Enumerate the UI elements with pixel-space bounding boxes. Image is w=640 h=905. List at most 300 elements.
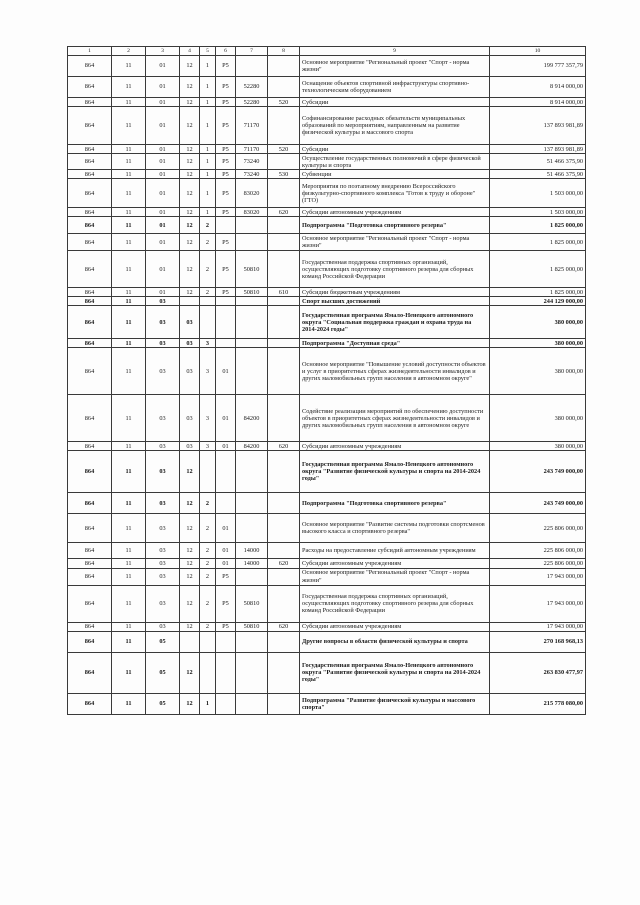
program-code-cell: 12 [180, 170, 200, 179]
description-cell: Государственная программа Ямало-Ненецкого автономного округа "Развитие физической культуры и спорта на 2014-2024 годы" [300, 451, 490, 493]
table-row [68, 154, 586, 170]
column-number: 10 [490, 47, 586, 56]
subprogram-code-cell [200, 631, 216, 652]
column-number: 1 [68, 47, 112, 56]
table-row [68, 107, 586, 145]
subsection-code-cell: 01 [146, 251, 180, 288]
program-code-cell: 12 [180, 451, 200, 493]
event-code-cell: 01 [216, 543, 236, 559]
subsection-code-cell: 03 [146, 585, 180, 622]
section-code-cell: 11 [112, 234, 146, 251]
amount-cell: 225 806 000,00 [490, 559, 586, 568]
amount-cell: 380 000,00 [490, 442, 586, 451]
subsection-code-cell: 01 [146, 145, 180, 154]
description-cell: Субсидии автономным учреждениям [300, 208, 490, 217]
event-code-cell [216, 297, 236, 306]
description-cell: Мероприятия по поэтапному внедрению Всероссийского физкультурно-спортивного комплекса "Готов к труду и обороне" (ГТО) [300, 179, 490, 208]
section-code-cell: 11 [112, 348, 146, 395]
section-code-cell: 11 [112, 306, 146, 339]
section-code-cell: 11 [112, 56, 146, 77]
section-code-cell: 11 [112, 568, 146, 585]
program-code-cell: 12 [180, 543, 200, 559]
subsection-code-cell: 01 [146, 170, 180, 179]
section-code-cell: 11 [112, 631, 146, 652]
expense-type-code-cell [268, 56, 300, 77]
section-code-cell: 11 [112, 493, 146, 514]
subsection-code-cell: 03 [146, 306, 180, 339]
event-code-cell [216, 339, 236, 348]
direction-code-cell [236, 56, 268, 77]
amount-cell: 380 000,00 [490, 348, 586, 395]
amount-cell: 51 466 375,90 [490, 154, 586, 170]
gr-code-cell: 864 [68, 493, 112, 514]
program-code-cell: 12 [180, 217, 200, 234]
amount-cell: 243 749 000,00 [490, 493, 586, 514]
program-code-cell: 03 [180, 395, 200, 442]
table-row [68, 559, 586, 568]
subsection-code-cell: 01 [146, 98, 180, 107]
amount-cell: 243 749 000,00 [490, 451, 586, 493]
expense-type-code-cell [268, 234, 300, 251]
program-code-cell: 12 [180, 107, 200, 145]
section-code-cell: 11 [112, 251, 146, 288]
section-code-cell: 11 [112, 693, 146, 714]
amount-cell: 8 914 000,00 [490, 77, 586, 98]
description-cell: Содействие реализации мероприятий по обеспечению доступности объектов в приоритетных сферах жизнедеятельности инвалидов и других маломобильных групп населения в автономном округе [300, 395, 490, 442]
description-cell: Государственная поддержка спортивных организаций, осуществляющих подготовку спортивного резерва для сборных команд Российской Федерации [300, 251, 490, 288]
gr-code-cell: 864 [68, 543, 112, 559]
subsection-code-cell: 01 [146, 288, 180, 297]
description-cell: Подпрограмма "Подготовка спортивного резерва" [300, 217, 490, 234]
section-code-cell: 11 [112, 145, 146, 154]
expense-type-code-cell [268, 631, 300, 652]
subsection-code-cell: 01 [146, 208, 180, 217]
gr-code-cell: 864 [68, 306, 112, 339]
expense-type-code-cell [268, 339, 300, 348]
program-code-cell: 03 [180, 348, 200, 395]
program-code-cell: 12 [180, 585, 200, 622]
section-code-cell: 11 [112, 514, 146, 543]
gr-code-cell: 864 [68, 585, 112, 622]
subsection-code-cell: 03 [146, 559, 180, 568]
subsection-code-cell: 03 [146, 493, 180, 514]
program-code-cell: 12 [180, 208, 200, 217]
subprogram-code-cell [200, 306, 216, 339]
direction-code-cell: 52280 [236, 77, 268, 98]
section-code-cell: 11 [112, 217, 146, 234]
section-code-cell: 11 [112, 559, 146, 568]
expense-type-code-cell [268, 395, 300, 442]
program-code-cell: 12 [180, 693, 200, 714]
subsection-code-cell: 03 [146, 348, 180, 395]
direction-code-cell [236, 493, 268, 514]
direction-code-cell [236, 348, 268, 395]
table-row [68, 208, 586, 217]
event-code-cell: P5 [216, 585, 236, 622]
direction-code-cell: 83020 [236, 208, 268, 217]
direction-code-cell: 14000 [236, 559, 268, 568]
description-cell: Подпрограмма "Подготовка спортивного резерва" [300, 493, 490, 514]
expense-type-code-cell: 610 [268, 288, 300, 297]
subsection-code-cell: 01 [146, 154, 180, 170]
direction-code-cell: 83020 [236, 179, 268, 208]
expense-type-code-cell [268, 306, 300, 339]
description-cell: Государственная программа Ямало-Ненецкого автономного округа "Социальная поддержка граждан и охрана труда на 2014-2024 годы" [300, 306, 490, 339]
amount-cell: 215 778 080,00 [490, 693, 586, 714]
description-cell: Другие вопросы в области физической культуры и спорта [300, 631, 490, 652]
description-cell: Субсидии автономным учреждениям [300, 559, 490, 568]
expense-type-code-cell: 620 [268, 208, 300, 217]
program-code-cell: 12 [180, 652, 200, 693]
column-number-row [68, 47, 586, 56]
amount-cell: 225 806 000,00 [490, 543, 586, 559]
amount-cell: 137 893 981,89 [490, 145, 586, 154]
subprogram-code-cell: 2 [200, 585, 216, 622]
table-row [68, 56, 586, 77]
table-row [68, 339, 586, 348]
subsection-code-cell: 01 [146, 179, 180, 208]
subsection-code-cell: 03 [146, 514, 180, 543]
column-number: 9 [300, 47, 490, 56]
subsection-code-cell: 05 [146, 631, 180, 652]
program-code-cell: 12 [180, 77, 200, 98]
amount-cell: 199 777 357,79 [490, 56, 586, 77]
direction-code-cell [236, 631, 268, 652]
table-row [68, 217, 586, 234]
column-number: 6 [216, 47, 236, 56]
expense-type-code-cell [268, 77, 300, 98]
event-code-cell: P5 [216, 622, 236, 631]
table-row [68, 442, 586, 451]
description-cell: Субсидии автономным учреждениям [300, 442, 490, 451]
event-code-cell [216, 306, 236, 339]
table-row [68, 693, 586, 714]
description-cell: Подпрограмма "Доступная среда" [300, 339, 490, 348]
section-code-cell: 11 [112, 543, 146, 559]
amount-cell: 1 503 000,00 [490, 179, 586, 208]
direction-code-cell: 50810 [236, 251, 268, 288]
event-code-cell: 01 [216, 442, 236, 451]
section-code-cell: 11 [112, 154, 146, 170]
column-number: 7 [236, 47, 268, 56]
event-code-cell: P5 [216, 288, 236, 297]
expense-type-code-cell [268, 568, 300, 585]
gr-code-cell: 864 [68, 348, 112, 395]
table-row [68, 622, 586, 631]
subprogram-code-cell: 2 [200, 251, 216, 288]
section-code-cell: 11 [112, 170, 146, 179]
section-code-cell: 11 [112, 585, 146, 622]
gr-code-cell: 864 [68, 208, 112, 217]
table-header [68, 47, 586, 56]
gr-code-cell: 864 [68, 217, 112, 234]
table-row [68, 631, 586, 652]
expense-type-code-cell: 620 [268, 622, 300, 631]
direction-code-cell [236, 693, 268, 714]
amount-cell: 137 893 981,89 [490, 107, 586, 145]
amount-cell: 244 129 000,00 [490, 297, 586, 306]
event-code-cell: P5 [216, 234, 236, 251]
table-body [68, 56, 586, 715]
event-code-cell [216, 693, 236, 714]
gr-code-cell: 864 [68, 251, 112, 288]
subprogram-code-cell: 3 [200, 442, 216, 451]
table-row [68, 145, 586, 154]
event-code-cell [216, 493, 236, 514]
program-code-cell: 12 [180, 568, 200, 585]
subprogram-code-cell [200, 451, 216, 493]
description-cell: Основное мероприятие "Региональный проект "Спорт - норма жизни" [300, 234, 490, 251]
column-number: 3 [146, 47, 180, 56]
program-code-cell: 03 [180, 306, 200, 339]
program-code-cell: 12 [180, 251, 200, 288]
table-row [68, 568, 586, 585]
gr-code-cell: 864 [68, 339, 112, 348]
section-code-cell: 11 [112, 652, 146, 693]
direction-code-cell [236, 451, 268, 493]
subsection-code-cell: 01 [146, 234, 180, 251]
subprogram-code-cell: 2 [200, 288, 216, 297]
table-row [68, 77, 586, 98]
direction-code-cell [236, 652, 268, 693]
subsection-code-cell: 01 [146, 217, 180, 234]
table-row [68, 234, 586, 251]
amount-cell: 51 466 375,90 [490, 170, 586, 179]
expense-type-code-cell [268, 107, 300, 145]
description-cell: Субсидии бюджетным учреждениям [300, 288, 490, 297]
subsection-code-cell: 01 [146, 56, 180, 77]
event-code-cell: 01 [216, 514, 236, 543]
subprogram-code-cell: 1 [200, 170, 216, 179]
description-cell: Субсидии автономным учреждениям [300, 622, 490, 631]
expense-type-code-cell [268, 693, 300, 714]
table-row [68, 395, 586, 442]
description-cell: Оснащение объектов спортивной инфраструктуры спортивно-технологическим оборудованием [300, 77, 490, 98]
subsection-code-cell: 03 [146, 451, 180, 493]
amount-cell: 270 168 968,13 [490, 631, 586, 652]
description-cell: Софинансирование расходных обязательств муниципальных образований по мероприятиям, направленным на развитие физической культуры и массового спорта [300, 107, 490, 145]
table-row [68, 514, 586, 543]
direction-code-cell: 84200 [236, 442, 268, 451]
subprogram-code-cell: 2 [200, 559, 216, 568]
subprogram-code-cell: 1 [200, 107, 216, 145]
subprogram-code-cell: 2 [200, 514, 216, 543]
amount-cell: 263 830 477,97 [490, 652, 586, 693]
column-number: 5 [200, 47, 216, 56]
gr-code-cell: 864 [68, 631, 112, 652]
subprogram-code-cell: 1 [200, 154, 216, 170]
program-code-cell: 12 [180, 145, 200, 154]
expense-type-code-cell: 520 [268, 98, 300, 107]
event-code-cell: P5 [216, 251, 236, 288]
direction-code-cell [236, 568, 268, 585]
program-code-cell: 12 [180, 234, 200, 251]
description-cell: Подпрограмма "Развитие физической культуры и массового спорта" [300, 693, 490, 714]
subprogram-code-cell: 2 [200, 234, 216, 251]
amount-cell: 380 000,00 [490, 306, 586, 339]
table-row [68, 306, 586, 339]
event-code-cell [216, 451, 236, 493]
subprogram-code-cell: 1 [200, 77, 216, 98]
description-cell: Расходы на предоставление субсидий автономным учреждениям [300, 543, 490, 559]
subsection-code-cell: 03 [146, 442, 180, 451]
description-cell: Основное мероприятие "Повышение условий доступности объектов и услуг в приоритетных сферах жизнедеятельности инвалидов и других маломобильных групп населения в автономном округе" [300, 348, 490, 395]
amount-cell: 1 825 000,00 [490, 234, 586, 251]
gr-code-cell: 864 [68, 693, 112, 714]
event-code-cell: P5 [216, 170, 236, 179]
subprogram-code-cell: 1 [200, 98, 216, 107]
event-code-cell: P5 [216, 568, 236, 585]
subsection-code-cell: 05 [146, 652, 180, 693]
direction-code-cell [236, 514, 268, 543]
table-row [68, 652, 586, 693]
section-code-cell: 11 [112, 288, 146, 297]
event-code-cell [216, 652, 236, 693]
subsection-code-cell: 01 [146, 107, 180, 145]
program-code-cell: 12 [180, 98, 200, 107]
gr-code-cell: 864 [68, 288, 112, 297]
table-row [68, 251, 586, 288]
subsection-code-cell: 03 [146, 568, 180, 585]
column-number: 4 [180, 47, 200, 56]
event-code-cell: P5 [216, 107, 236, 145]
direction-code-cell: 50810 [236, 585, 268, 622]
event-code-cell: P5 [216, 154, 236, 170]
section-code-cell: 11 [112, 77, 146, 98]
subsection-code-cell: 03 [146, 543, 180, 559]
description-cell: Основное мероприятие "Региональный проект "Спорт - норма жизни" [300, 56, 490, 77]
budget-table [67, 46, 586, 715]
table-row [68, 288, 586, 297]
direction-code-cell: 71170 [236, 145, 268, 154]
section-code-cell: 11 [112, 395, 146, 442]
expense-type-code-cell [268, 217, 300, 234]
section-code-cell: 11 [112, 442, 146, 451]
direction-code-cell [236, 339, 268, 348]
description-cell: Осуществление государственных полномочий в сфере физической культуры и спорта [300, 154, 490, 170]
program-code-cell: 12 [180, 514, 200, 543]
section-code-cell: 11 [112, 208, 146, 217]
program-code-cell: 12 [180, 559, 200, 568]
section-code-cell: 11 [112, 98, 146, 107]
table-row [68, 451, 586, 493]
section-code-cell: 11 [112, 339, 146, 348]
subsection-code-cell: 01 [146, 77, 180, 98]
expense-type-code-cell [268, 543, 300, 559]
subsection-code-cell: 03 [146, 622, 180, 631]
gr-code-cell: 864 [68, 154, 112, 170]
event-code-cell: P5 [216, 208, 236, 217]
program-code-cell [180, 631, 200, 652]
description-cell: Субсидии [300, 145, 490, 154]
expense-type-code-cell: 520 [268, 145, 300, 154]
amount-cell: 380 000,00 [490, 395, 586, 442]
event-code-cell: P5 [216, 56, 236, 77]
direction-code-cell: 73240 [236, 154, 268, 170]
table-row [68, 98, 586, 107]
event-code-cell: 01 [216, 395, 236, 442]
subprogram-code-cell: 3 [200, 339, 216, 348]
gr-code-cell: 864 [68, 179, 112, 208]
program-code-cell: 12 [180, 493, 200, 514]
event-code-cell: 01 [216, 559, 236, 568]
amount-cell: 8 914 000,00 [490, 98, 586, 107]
program-code-cell: 03 [180, 442, 200, 451]
amount-cell: 1 825 000,00 [490, 217, 586, 234]
subprogram-code-cell: 1 [200, 179, 216, 208]
expense-type-code-cell: 620 [268, 442, 300, 451]
subprogram-code-cell: 2 [200, 217, 216, 234]
column-number: 8 [268, 47, 300, 56]
gr-code-cell: 864 [68, 170, 112, 179]
expense-type-code-cell [268, 493, 300, 514]
subprogram-code-cell [200, 652, 216, 693]
program-code-cell: 12 [180, 622, 200, 631]
direction-code-cell [236, 297, 268, 306]
event-code-cell: 01 [216, 348, 236, 395]
subsection-code-cell: 03 [146, 339, 180, 348]
subprogram-code-cell: 1 [200, 693, 216, 714]
description-cell: Спорт высших достижений [300, 297, 490, 306]
gr-code-cell: 864 [68, 234, 112, 251]
amount-cell: 17 943 000,00 [490, 568, 586, 585]
expense-type-code-cell [268, 451, 300, 493]
program-code-cell [180, 297, 200, 306]
table-row [68, 170, 586, 179]
event-code-cell: P5 [216, 98, 236, 107]
description-cell: Субвенции [300, 170, 490, 179]
direction-code-cell: 84200 [236, 395, 268, 442]
gr-code-cell: 864 [68, 145, 112, 154]
program-code-cell: 12 [180, 154, 200, 170]
direction-code-cell: 73240 [236, 170, 268, 179]
gr-code-cell: 864 [68, 395, 112, 442]
subsection-code-cell: 03 [146, 395, 180, 442]
amount-cell: 1 503 000,00 [490, 208, 586, 217]
direction-code-cell [236, 234, 268, 251]
direction-code-cell [236, 217, 268, 234]
amount-cell: 225 806 000,00 [490, 514, 586, 543]
amount-cell: 1 825 000,00 [490, 251, 586, 288]
expense-type-code-cell: 620 [268, 559, 300, 568]
table-row [68, 493, 586, 514]
description-cell: Субсидии [300, 98, 490, 107]
program-code-cell: 12 [180, 288, 200, 297]
gr-code-cell: 864 [68, 442, 112, 451]
subprogram-code-cell: 1 [200, 208, 216, 217]
program-code-cell: 12 [180, 179, 200, 208]
program-code-cell: 12 [180, 56, 200, 77]
amount-cell: 380 000,00 [490, 339, 586, 348]
gr-code-cell: 864 [68, 77, 112, 98]
direction-code-cell: 14000 [236, 543, 268, 559]
gr-code-cell: 864 [68, 297, 112, 306]
gr-code-cell: 864 [68, 107, 112, 145]
expense-type-code-cell [268, 154, 300, 170]
section-code-cell: 11 [112, 297, 146, 306]
expense-type-code-cell [268, 348, 300, 395]
subsection-code-cell: 05 [146, 693, 180, 714]
event-code-cell: P5 [216, 77, 236, 98]
direction-code-cell: 71170 [236, 107, 268, 145]
amount-cell: 1 825 000,00 [490, 288, 586, 297]
expense-type-code-cell [268, 585, 300, 622]
gr-code-cell: 864 [68, 451, 112, 493]
direction-code-cell: 50810 [236, 288, 268, 297]
gr-code-cell: 864 [68, 559, 112, 568]
event-code-cell: P5 [216, 145, 236, 154]
subprogram-code-cell: 2 [200, 622, 216, 631]
